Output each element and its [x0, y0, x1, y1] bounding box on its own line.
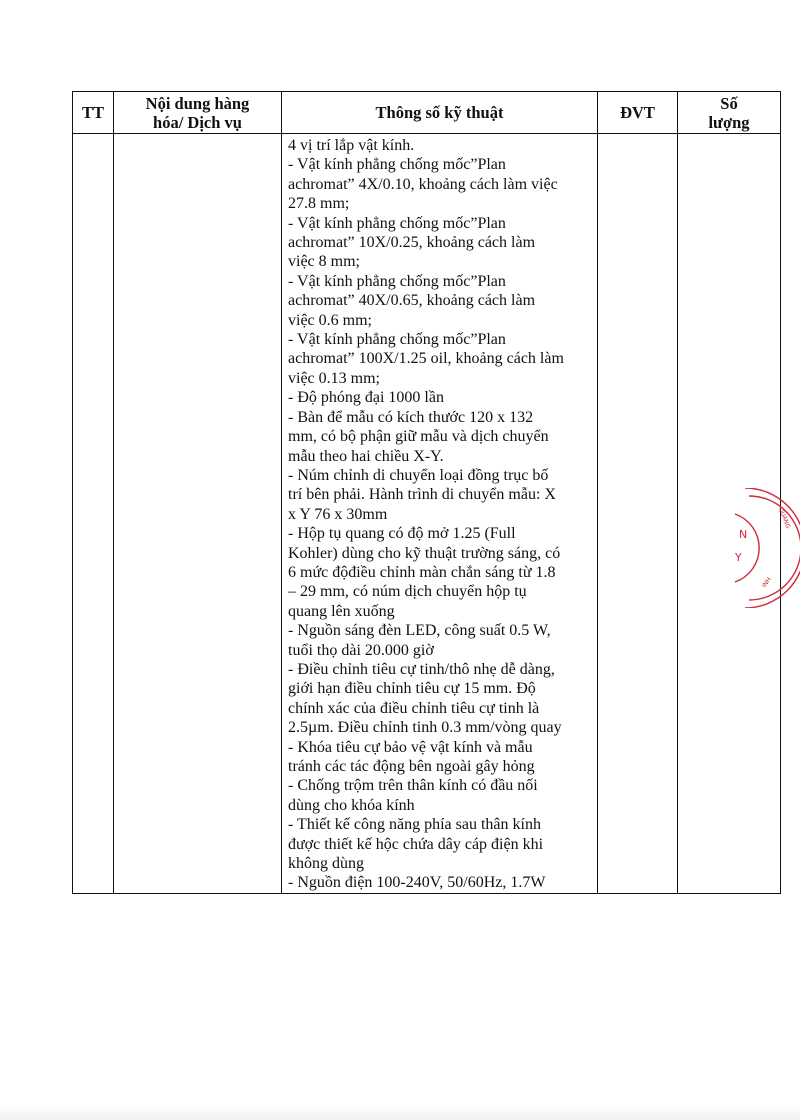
- header-noi-dung: [114, 92, 282, 134]
- spec-line: mẫu theo hai chiều X-Y.: [288, 447, 444, 465]
- spec-line: 2.5µm. Điều chỉnh tinh 0.3 mm/vòng quay: [288, 719, 562, 737]
- spec-line: - Nguồn điện 100-240V, 50/60Hz, 1.7W: [288, 874, 546, 892]
- spec-line: - Vật kính phẳng chống mốc”Plan: [288, 156, 506, 174]
- spec-line: - Thiết kế công năng phía sau thân kính: [288, 816, 541, 834]
- spec-line: achromat” 100X/1.25 oil, khoảng cách làm: [288, 350, 564, 368]
- spec-line: - Điều chỉnh tiêu cự tinh/thô nhẹ dễ dàng,: [288, 660, 555, 678]
- spec-line: được thiết kế hộc chứa dây cáp điện khi: [288, 835, 544, 853]
- spec-text: [288, 136, 593, 893]
- spec-line: x Y 76 x 30mm: [288, 505, 388, 523]
- spec-line: việc 0.13 mm;: [288, 369, 380, 387]
- spec-line: achromat” 10X/0.25, khoảng cách làm: [288, 234, 536, 252]
- spec-line: quang lên xuống: [288, 602, 395, 620]
- spec-line: 6 mức độđiều chỉnh màn chắn sáng từ 1.8: [288, 563, 556, 581]
- spec-line: chính xác của điều chỉnh tiêu cự tinh là: [288, 699, 540, 717]
- spec-table: [72, 91, 781, 894]
- header-noi-dung-line-1: Nội dung hàng: [145, 93, 250, 113]
- spec-line: - Vật kính phẳng chống mốc”Plan: [288, 331, 506, 349]
- cell-dvt: [598, 134, 678, 894]
- spec-line: - Khóa tiêu cự bảo vệ vật kính và mẫu: [288, 738, 533, 756]
- stamp-text-top: QUANG: [777, 506, 792, 530]
- stamp-text-n: N: [739, 528, 748, 541]
- spec-line: achromat” 40X/0.65, khoảng cách làm: [288, 292, 536, 310]
- spec-line: - Vật kính phẳng chống mốc”Plan: [288, 214, 506, 232]
- spec-line: dùng cho khóa kính: [288, 796, 415, 814]
- stamp-text-bottom: INH: [760, 576, 773, 590]
- spec-line: Kohler) dùng cho kỹ thuật trường sáng, có: [288, 544, 561, 562]
- spec-line: việc 8 mm;: [288, 253, 360, 271]
- spec-line: 27.8 mm;: [288, 195, 350, 213]
- spec-line: trí bên phải. Hành trình di chuyển mẫu: X: [288, 486, 556, 504]
- spec-line: – 29 mm, có núm dịch chuyển hộp tụ: [288, 583, 527, 601]
- table-row: [73, 134, 781, 894]
- stamp-center-ring: [735, 514, 759, 582]
- spec-line: - Vật kính phẳng chống mốc”Plan: [288, 272, 506, 290]
- header-tt: TT: [73, 92, 114, 134]
- spec-line: achromat” 4X/0.10, khoảng cách làm việc: [288, 175, 558, 193]
- header-thong-so: Thông số kỹ thuật: [282, 92, 598, 134]
- spec-line: việc 0.6 mm;: [288, 311, 372, 329]
- spec-line: - Chống trộm trên thân kính có đầu nối: [288, 777, 538, 795]
- header-so-luong-line-2: lượng: [708, 112, 750, 132]
- spec-line: - Độ phóng đại 1000 lần: [288, 389, 444, 407]
- stamp-text-y: Y: [735, 551, 742, 564]
- spec-line: - Núm chỉnh di chuyển loại đồng trục bố: [288, 466, 549, 484]
- scan-edge-shadow: [0, 1104, 800, 1120]
- spec-line: không dùng: [288, 855, 364, 873]
- spec-line: mm, có bộ phận giữ mẫu và dịch chuyển: [288, 428, 549, 446]
- cell-tt: [73, 134, 114, 894]
- header-so-luong-line-1: Số: [720, 93, 738, 113]
- cell-thong-so: [282, 134, 598, 894]
- spec-line: tuổi thọ dài 20.000 giờ: [288, 641, 434, 659]
- spec-line: tránh các tác động bên ngoài gây hỏng: [288, 758, 535, 775]
- spec-line: giới hạn điều chỉnh tiêu cự 15 mm. Độ: [288, 680, 536, 698]
- spec-line: 4 vị trí lắp vật kính.: [288, 137, 415, 154]
- table-header-row: [73, 92, 781, 134]
- header-so-luong: [678, 92, 781, 134]
- company-stamp: [727, 488, 800, 608]
- spec-line: - Hộp tụ quang có độ mở 1.25 (Full: [288, 525, 516, 543]
- stamp-outer-ring: [745, 488, 800, 608]
- header-dvt: ĐVT: [598, 92, 678, 134]
- header-noi-dung-line-2: hóa/ Dịch vụ: [153, 112, 242, 132]
- spec-line: - Nguồn sáng đèn LED, công suất 0.5 W,: [288, 622, 551, 640]
- cell-noi-dung: [114, 134, 282, 894]
- spec-line: - Bàn để mẫu có kích thước 120 x 132: [288, 408, 534, 426]
